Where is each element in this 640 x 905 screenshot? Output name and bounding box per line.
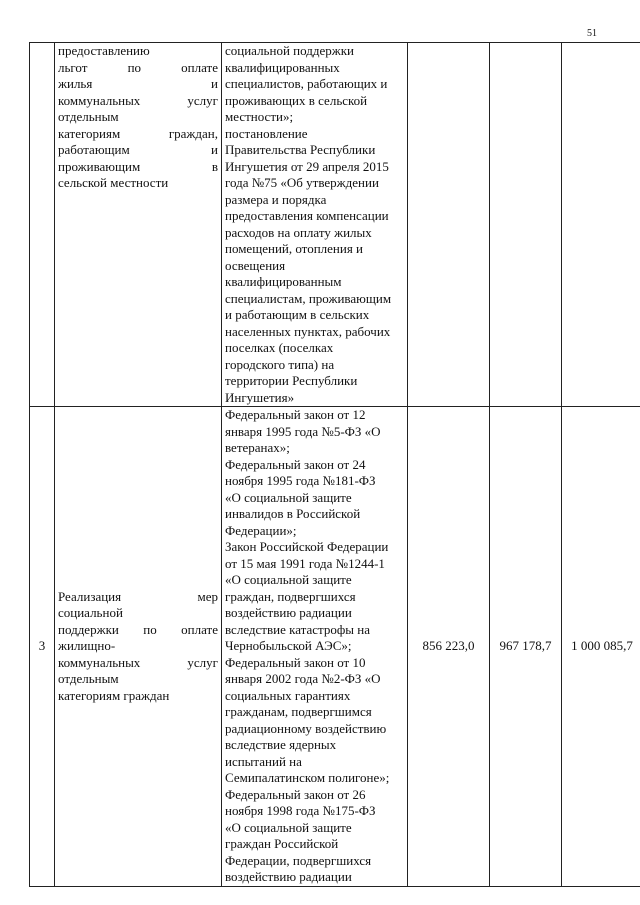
text-line: Правительства Республики	[225, 142, 376, 157]
legal-basis-cell	[222, 43, 408, 407]
text-line: Чернобыльской АЭС»;	[225, 638, 352, 653]
text-line: территории Республики	[225, 373, 358, 388]
text-line: испытаний на	[225, 753, 302, 769]
text-line: специалистов, работающих и	[225, 76, 388, 91]
text-line: ноября 1998 года №175-ФЗ	[225, 803, 376, 818]
text-line: Федерации»;	[225, 522, 297, 538]
text-line: льгот по оплате	[58, 59, 218, 75]
text-line: размера и порядка	[225, 191, 327, 207]
text-line: предоставлению	[58, 43, 150, 58]
text-line: Закон Российской Федерации	[225, 539, 389, 554]
text-line: Ингушетия от 29 апреля 2015	[225, 158, 389, 174]
text-line: ноября 1995 года №181-ФЗ	[225, 473, 376, 488]
text-line: социальных гарантиях	[225, 687, 351, 703]
row-index-cell	[30, 43, 55, 407]
text-line: гражданам, подвергшимся	[225, 704, 372, 719]
text-line: воздействию радиации	[225, 605, 352, 620]
text-line: Федеральный закон от 10	[225, 654, 366, 670]
legal-basis-cell	[222, 407, 408, 887]
text-line: воздействию радиации	[225, 869, 352, 884]
text-line: Ингушетия»	[225, 389, 295, 405]
text-line: отдельным	[58, 671, 119, 686]
text-line: специалистам, проживающим	[225, 290, 392, 306]
text-line: освещения	[225, 257, 286, 273]
text-line: «О социальной защите	[225, 819, 352, 835]
text-line: помещений, отопления и	[225, 241, 364, 256]
amount-year-3-cell: 1 000 085,7	[562, 407, 640, 887]
text-line: радиационному воздействию	[225, 720, 387, 736]
text-line: категориям граждан	[58, 687, 170, 703]
text-line: расходов на оплату жилых	[225, 224, 372, 240]
table-row	[30, 407, 640, 887]
text-line: населенных пунктах, рабочих	[225, 323, 391, 339]
text-line: граждан, подвергшихся	[225, 588, 356, 604]
text-line: вследствие катастрофы на	[225, 621, 371, 637]
text-line: «О социальной защите	[225, 572, 352, 587]
text-line: категориям граждан,	[58, 125, 218, 141]
text-line: социальной поддержки	[225, 43, 354, 58]
text-line: коммунальных услуг	[58, 654, 218, 670]
text-line: января 1995 года №5-ФЗ «О	[225, 423, 381, 439]
text-line: поселках (поселках	[225, 340, 334, 355]
text-line: проживающим в	[58, 158, 218, 174]
text-line: сельской местности	[58, 175, 169, 190]
text-line: местности»;	[225, 109, 294, 124]
measure-name-cell	[55, 407, 222, 887]
text-line: Семипалатинском полигоне»;	[225, 770, 390, 785]
amount-year-1-cell	[408, 43, 490, 407]
text-line: городского типа) на	[225, 356, 335, 372]
amount-year-2-cell: 967 178,7	[490, 407, 562, 887]
text-line: жилищно-	[58, 638, 116, 653]
row-index-cell: 3	[30, 407, 55, 887]
budget-table	[29, 42, 640, 887]
amount-year-3-cell	[562, 43, 640, 407]
page-number: 51	[587, 28, 597, 39]
table-row	[30, 43, 640, 407]
text-line: Реализация мер	[58, 588, 218, 604]
text-line: жилья и	[58, 76, 218, 91]
measure-name-cell	[55, 43, 222, 407]
text-line: отдельным	[58, 109, 119, 124]
text-line: Федеральный закон от 26	[225, 786, 366, 802]
text-line: ветеранах»;	[225, 440, 290, 455]
text-line: вследствие ядерных	[225, 737, 337, 752]
text-line: социальной	[58, 605, 123, 620]
text-line: от 15 мая 1991 года №1244-1	[225, 555, 385, 571]
text-line: января 2002 года №2-ФЗ «О	[225, 671, 381, 686]
text-line: постановление	[225, 125, 308, 141]
text-line: поддержки по оплате	[58, 621, 218, 637]
text-line: Федеральный закон от 24	[225, 456, 366, 472]
text-line: Федеральный закон от 12	[225, 407, 366, 422]
text-line: граждан Российской	[225, 836, 339, 851]
text-line: и работающим в сельских	[225, 307, 370, 322]
text-line: квалифицированных	[225, 59, 340, 75]
text-line: квалифицированным	[225, 274, 342, 289]
amount-year-1-cell: 856 223,0	[408, 407, 490, 887]
text-line: Федерации, подвергшихся	[225, 852, 372, 868]
text-line: «О социальной защите	[225, 489, 352, 505]
text-line: проживающих в сельской	[225, 92, 368, 108]
text-line: инвалидов в Российской	[225, 506, 361, 521]
text-line: предоставления компенсации	[225, 208, 389, 223]
text-line: коммунальных услуг	[58, 92, 218, 108]
amount-year-2-cell	[490, 43, 562, 407]
text-line: года №75 «Об утверждении	[225, 175, 379, 190]
text-line: работающим и	[58, 142, 218, 157]
